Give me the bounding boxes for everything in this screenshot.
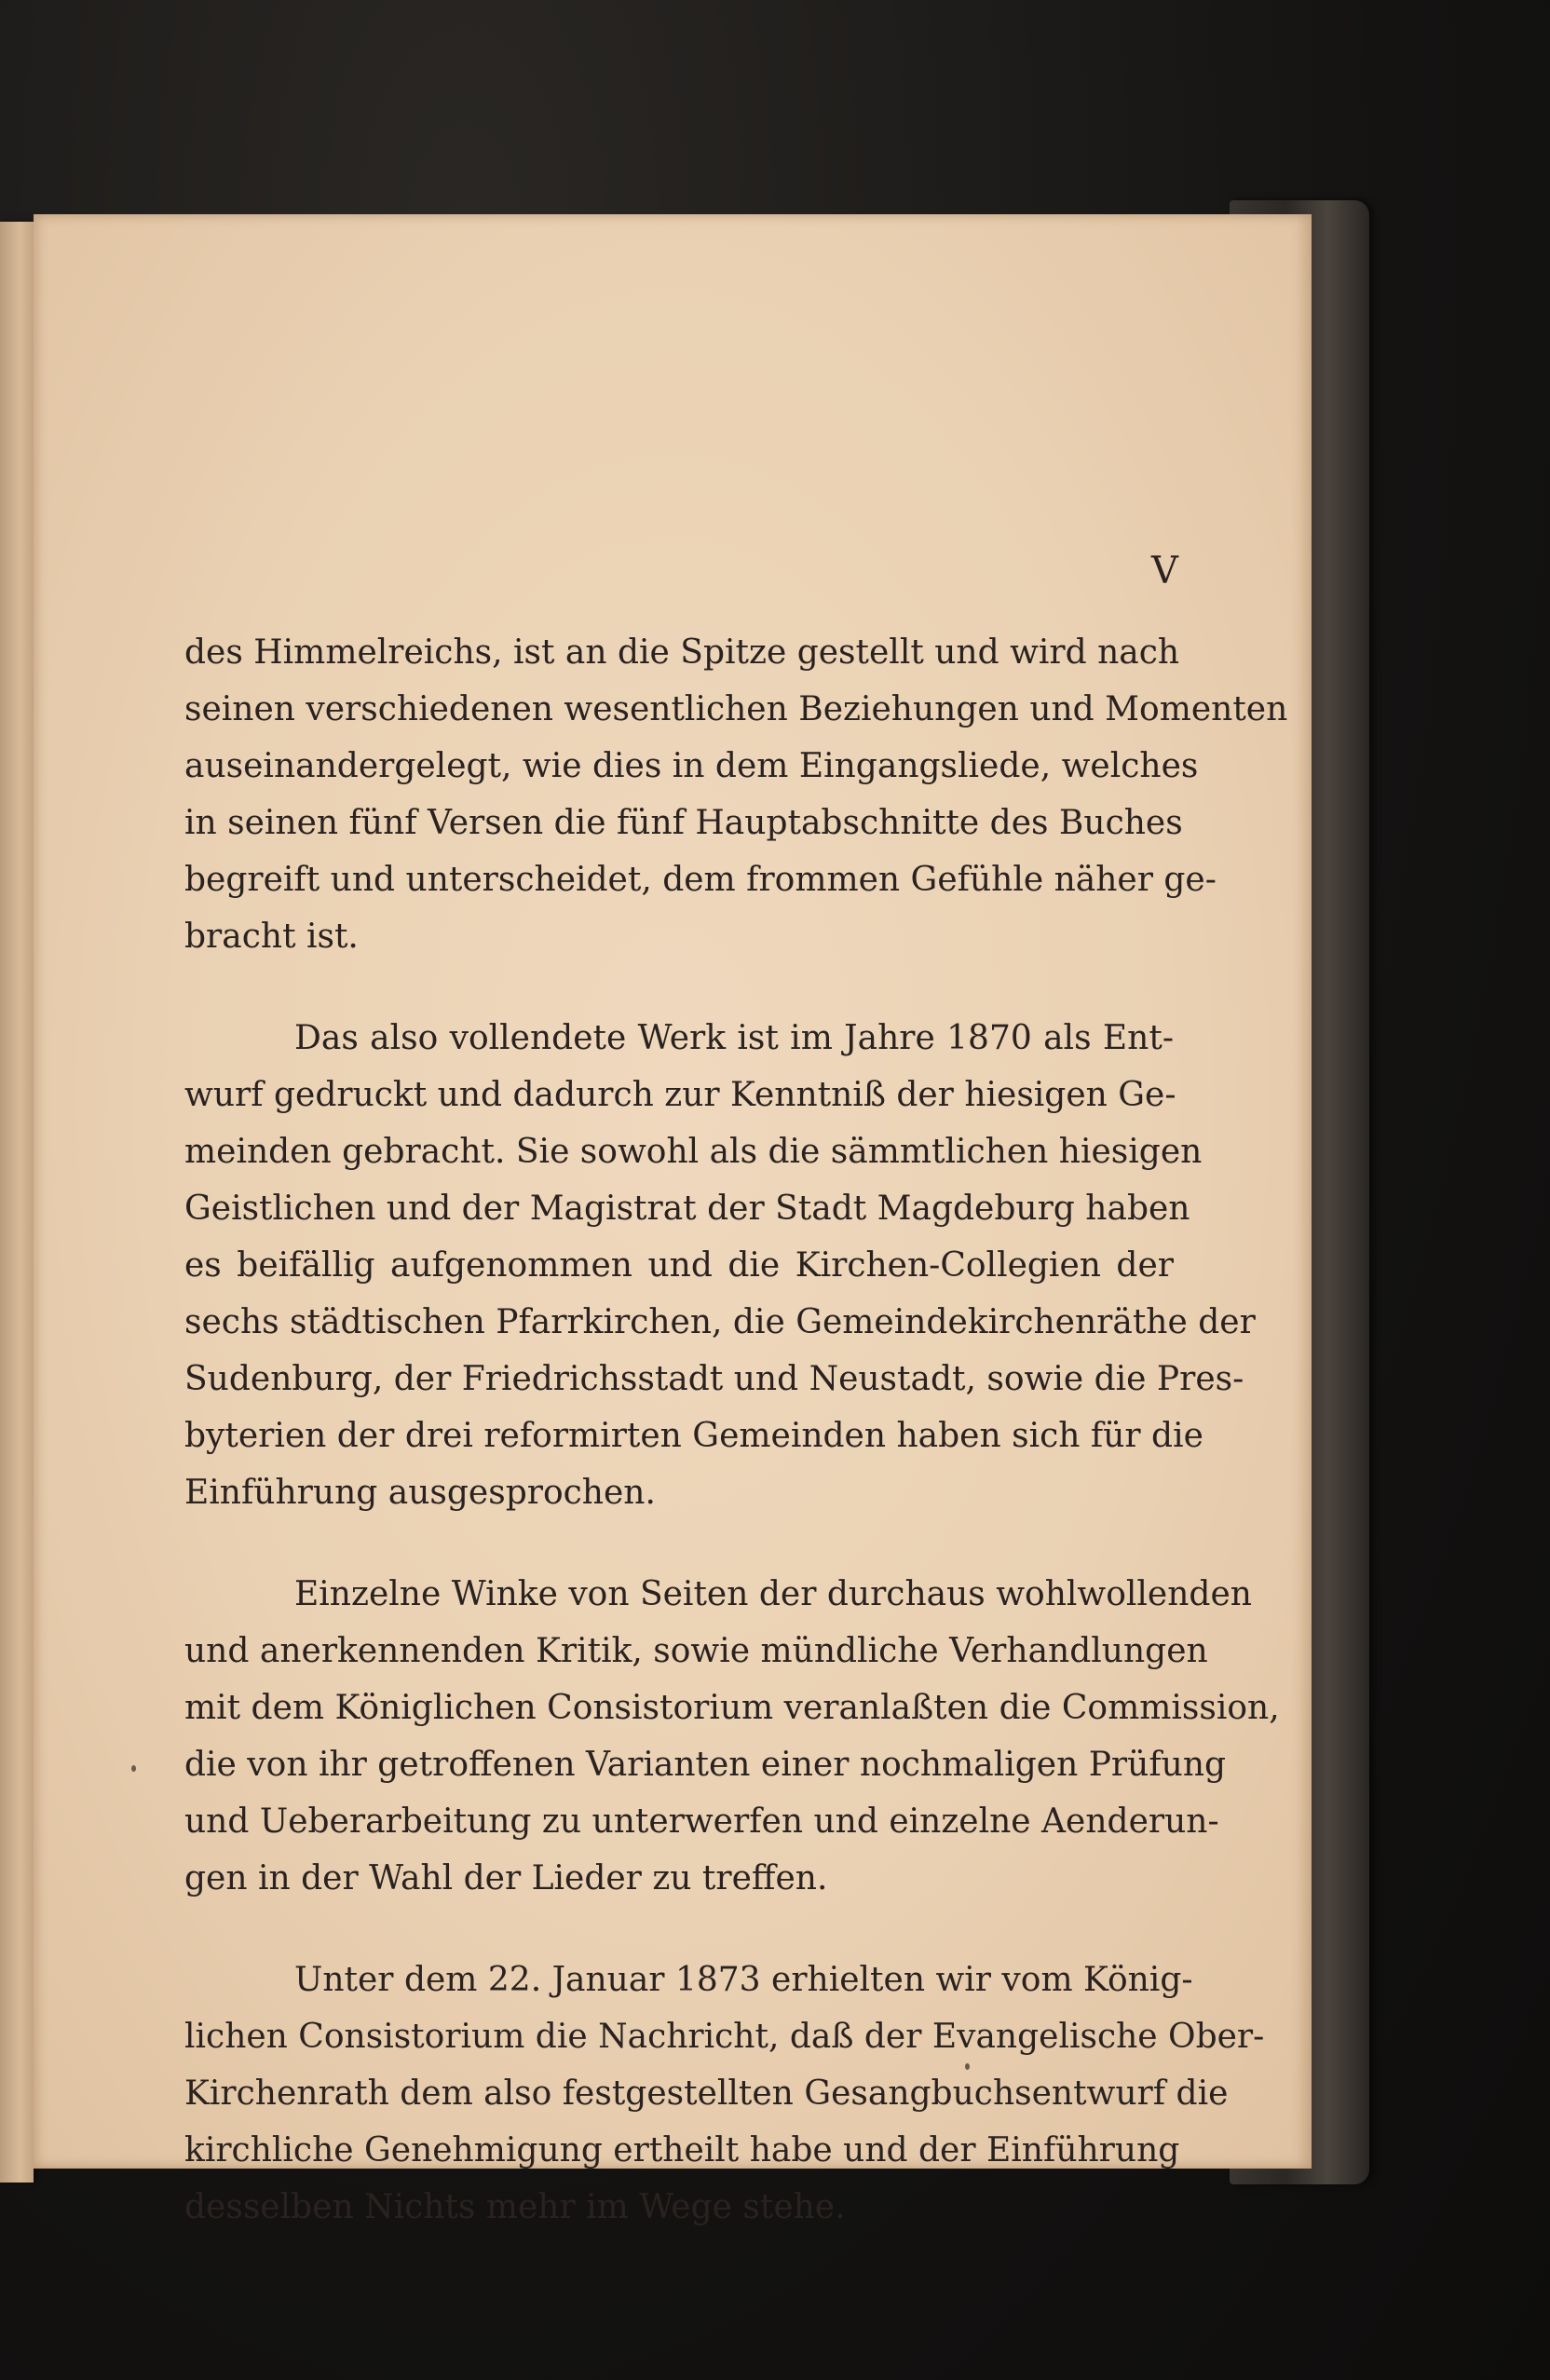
- text-line: bracht ist.: [184, 918, 359, 956]
- text-line: Einzelne Winke von Seiten der durchaus wohlwollenden: [294, 1575, 1252, 1613]
- text-line: sechs städtischen Pfarrkirchen, die Gemeindekirchenräthe der: [184, 1303, 1256, 1341]
- text-line: byterien der drei reformirten Gemeinden haben sich für die: [184, 1417, 1203, 1455]
- paragraph-4: [184, 1952, 1265, 2236]
- text-line: in seinen fünf Versen die fünf Hauptabschnitte des Buches: [184, 804, 1183, 842]
- text-line: Unter dem 22. Januar 1873 erhielten wir vom König-: [294, 1961, 1193, 1999]
- text-line: und Ueberarbeitung zu unterwerfen und einzelne Aenderun-: [184, 1802, 1219, 1841]
- text-line: desselben Nichts mehr im Wege stehe.: [184, 2188, 846, 2226]
- text-line: Geistlichen und der Magistrat der Stadt Magdeburg haben: [184, 1190, 1190, 1228]
- text-line: Einführung ausgesprochen.: [184, 1474, 656, 1512]
- text-line: Kirchenrath dem also festgestellten Gesangbuchsentwurf die: [184, 2074, 1229, 2113]
- text-line: auseinandergelegt, wie dies in dem Eingangsliede, welches: [184, 747, 1199, 785]
- text-line: seinen verschiedenen wesentlichen Beziehungen und Momenten: [184, 690, 1288, 728]
- text-line: Das also vollendete Werk ist im Jahre 1870 als Ent-: [294, 1019, 1174, 1057]
- text-line: wurf gedruckt und dadurch zur Kenntniß der hiesigen Ge-: [184, 1076, 1176, 1114]
- previous-page-edge: [0, 222, 34, 2183]
- paragraph-1: [184, 624, 1288, 965]
- paragraph-3: [184, 1566, 1280, 1907]
- paragraph-2: [184, 1010, 1256, 1521]
- text-line: Sudenburg, der Friedrichsstadt und Neustadt, sowie die Pres-: [184, 1360, 1244, 1398]
- text-line: gen in der Wahl der Lieder zu treffen.: [184, 1859, 828, 1897]
- text-line: begreift und unterscheidet, dem frommen Gefühle näher ge-: [184, 861, 1217, 899]
- text-line: kirchliche Genehmigung ertheilt habe und der Einführung: [184, 2131, 1180, 2169]
- text-line: des Himmelreichs, ist an die Spitze gestellt und wird nach: [184, 633, 1180, 672]
- page-number: V: [1151, 550, 1179, 592]
- text-line: es beifällig aufgenommen und die Kirchen-Collegien der: [184, 1246, 1174, 1285]
- book-page: [34, 214, 1312, 2226]
- text-line: meinden gebracht. Sie sowohl als die sämmtlichen hiesigen: [184, 1133, 1203, 1171]
- text-line: die von ihr getroffenen Varianten einer nochmaligen Prüfung: [184, 1746, 1227, 1784]
- paper-speck: [131, 1765, 136, 1772]
- text-line: und anerkennenden Kritik, sowie mündliche Verhandlungen: [184, 1632, 1208, 1670]
- paper-speck: [965, 2063, 970, 2070]
- text-line: lichen Consistorium die Nachricht, daß der Evangelische Ober-: [184, 2018, 1265, 2056]
- text-line: mit dem Königlichen Consistorium veranlaßten die Commission,: [184, 1689, 1280, 1727]
- page-text: [184, 624, 1288, 2236]
